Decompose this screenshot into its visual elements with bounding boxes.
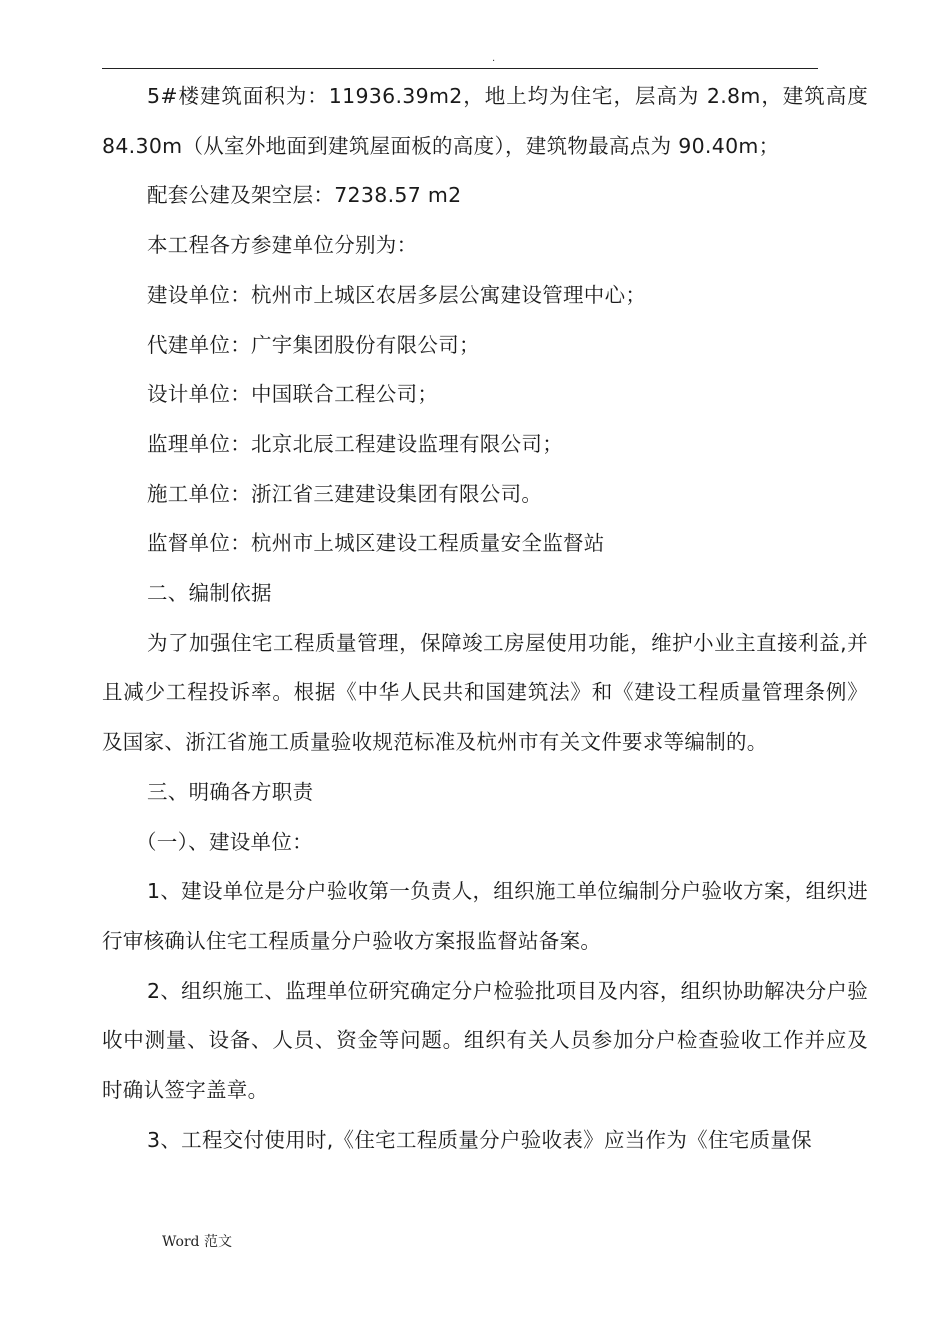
paragraph: 施工单位：浙江省三建建设集团有限公司。 xyxy=(147,481,543,506)
paragraph: 本工程各方参建单位分别为： xyxy=(147,233,418,258)
header-mark: . xyxy=(492,53,496,64)
paragraph: 为了加强住宅工程质量管理，保障竣工房屋使用功能，维护小业主直接利益,并且减少工程投诉率。根据《中华人民共和国建筑法》和《建设工程质量管理条例》及国家、浙江省施工质量验收规范标准及杭州市有关文件要求等编制的。 xyxy=(102,630,868,755)
paragraph: 2、组织施工、监理单位研究确定分户检验批项目及内容，组织协助解决分户验收中测量、设备、人员、资金等问题。组织有关人员参加分户检查验收工作并应及时确认签字盖章。 xyxy=(102,978,868,1103)
subsection-heading: （一）、建设单位： xyxy=(136,829,313,854)
paragraph: 配套公建及架空层：7238.57 m2 xyxy=(147,183,462,208)
header-rule xyxy=(102,68,818,69)
paragraph: 监督单位：杭州市上城区建设工程质量安全监督站 xyxy=(147,531,605,556)
section-heading: 三、明确各方职责 xyxy=(147,779,314,804)
paragraph: 建设单位：杭州市上城区农居多层公寓建设管理中心； xyxy=(147,282,647,307)
paragraph: 代建单位：广宇集团股份有限公司； xyxy=(147,332,480,357)
paragraph: 设计单位：中国联合工程公司； xyxy=(147,382,439,407)
paragraph: 监理单位：北京北辰工程建设监理有限公司； xyxy=(147,431,563,456)
paragraph: 5#楼建筑面积为：11936.39m2，地上均为住宅，层高为 2.8m，建筑高度 84.30m（从室外地面到建筑屋面板的高度），建筑物最高点为 90.40m； xyxy=(102,84,868,158)
paragraph: 1、建设单位是分户验收第一负责人，组织施工单位编制分户验收方案，组织进行审核确认住宅工程质量分户验收方案报监督站备案。 xyxy=(102,879,868,953)
footer-label: Word 范文 xyxy=(162,1234,232,1250)
document-body xyxy=(102,72,868,1165)
section-heading: 二、编制依据 xyxy=(147,581,272,606)
paragraph: 3、工程交付使用时,《住宅工程质量分户验收表》应当作为《住宅质量保 xyxy=(147,1127,812,1152)
